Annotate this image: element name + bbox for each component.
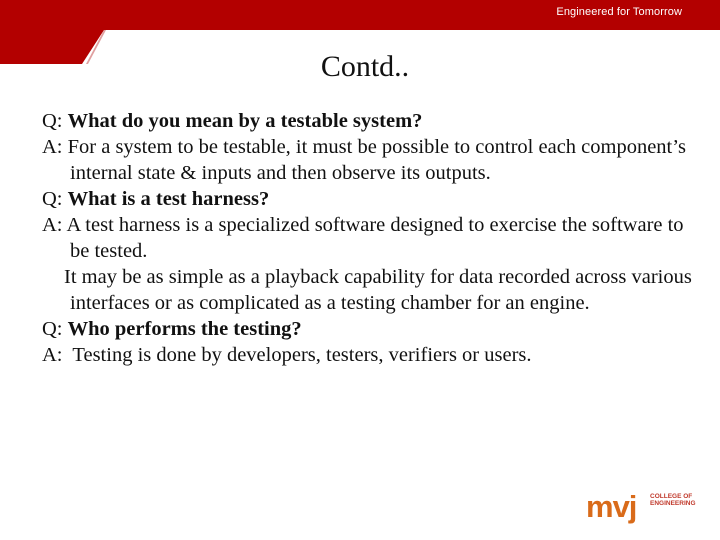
college-logo [586, 489, 706, 531]
a-prefix: A: [42, 344, 68, 366]
answer-2-continued [42, 264, 692, 316]
header-tagline: Engineered for Tomorrow [556, 6, 682, 18]
answer-3 [42, 342, 692, 368]
question-text: What do you mean by a testable system? [67, 110, 423, 132]
answer-text: For a system to be testable, it must be possible to control each component’s internal state & inputs and then observe its outputs. [67, 136, 686, 184]
question-text: What is a test harness? [67, 188, 270, 210]
answer-text: Testing is done by developers, testers, verifiers or users. [67, 344, 532, 366]
answer-2 [42, 212, 692, 264]
slide-body [42, 108, 692, 368]
answer-text: A test harness is a specialized software designed to exercise the software to be tested. [66, 214, 684, 262]
question-text: Who performs the testing? [67, 318, 302, 340]
q-prefix: Q: [42, 318, 68, 340]
logo-line-2: ENGINEERING [650, 500, 696, 507]
answer-text: It may be as simple as a playback capability for data recorded across various interfaces or as complicated as a testing chamber for an engine. [64, 266, 692, 314]
a-prefix: A: [42, 214, 67, 236]
q-prefix: Q: [42, 110, 68, 132]
slide-title: Contd.. [320, 50, 410, 83]
question-3 [42, 316, 692, 342]
question-2 [42, 186, 692, 212]
question-1 [42, 108, 692, 134]
q-prefix: Q: [42, 188, 68, 210]
logo-caption [650, 493, 696, 507]
logo-letters: mvj [586, 489, 637, 524]
logo-line-1: COLLEGE OF [650, 493, 693, 500]
answer-1 [42, 134, 692, 186]
a-prefix: A: [42, 136, 68, 158]
